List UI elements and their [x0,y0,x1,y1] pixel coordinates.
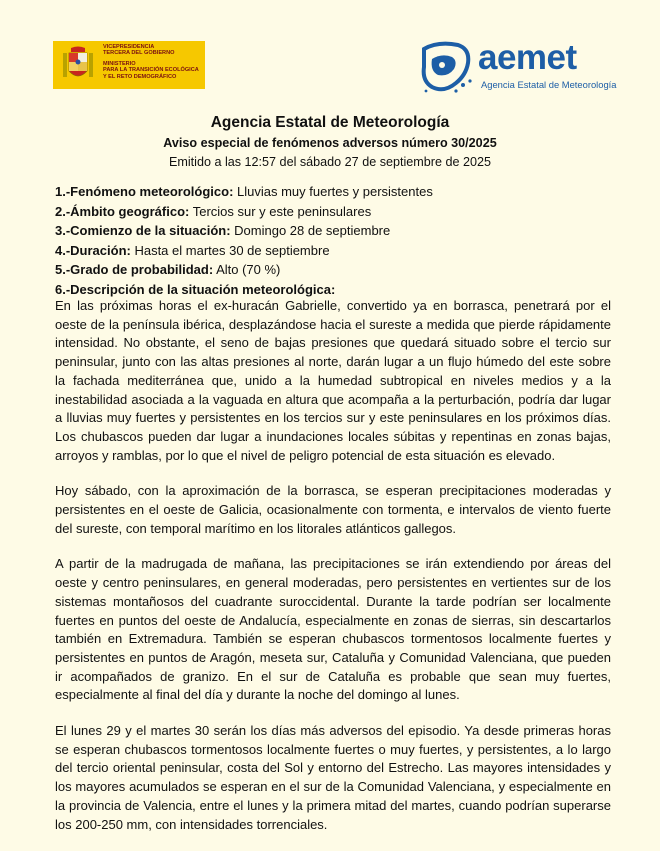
issued-timestamp: Emitido a las 12:57 del sábado 27 de septiembre de 2025 [168,155,492,169]
field-start [55,221,615,241]
gov-line-4: PARA LA TRANSICIÓN ECOLÓGICA [103,67,199,74]
government-logo [53,41,205,89]
warning-fields [55,182,615,299]
field-value: Lluvias muy fuertes y persistentes [233,184,433,199]
government-text [103,44,199,80]
field-label: 3.-Comienzo de la situación: [55,223,231,238]
title-block [0,113,660,171]
situation-description [55,297,611,851]
field-label: 1.-Fenómeno meteorológico: [55,184,234,199]
field-duration [55,241,615,261]
aemet-subtitle: Agencia Estatal de Meteorología [481,79,617,90]
gov-line-5: Y EL RETO DEMOGRÁFICO [103,73,177,80]
description-paragraph: En las próximas horas el ex-huracán Gabrielle, convertido ya en borrasca, penetrará por el oeste de la península ibérica, desplazándose hacia el sureste a medida que pierde rápidamente intensidad. No obstante, el seno de bajas presiones que quedará situado sobre el tercio sur peninsular, junto con las altas presiones al norte, darán lugar a un flujo húmedo del este sobre la fachada mediterránea que, unido a la humedad subtropical en niveles medios y a la inestabilidad asociada a la vaguada en altura que acompaña a la perturbación, podría dar lugar a lluvias muy fuertes y persistentes en los tercios sur y este peninsulares en los próximos días. Los chubascos pueden dar lugar a inundaciones locales súbitas y repentinas en zonas bajas, arroyos y ramblas, por lo que el nivel de peligro potencial de esta situación es elevado. [55,298,611,463]
coat-of-arms-icon [61,45,95,85]
field-value: Domingo 28 de septiembre [230,223,391,238]
field-value: Alto (70 %) [213,262,281,277]
field-label: 5.-Grado de probabilidad: [55,262,214,277]
gov-line-3: MINISTERIO [103,60,136,67]
warning-subtitle: Aviso especial de fenómenos adversos número 30/2025 [163,136,497,150]
aemet-logo [418,38,618,95]
field-label: 4.-Duración: [55,242,131,258]
document-header [0,0,660,108]
description-paragraph: A partir de la madrugada de mañana, las precipitaciones se irán extendiendo por áreas del oeste y centro peninsulares, en general moderadas, pero persistentes en vertientes sur de los sistemas montañosos del cuadrante suroccidental. Durante la tarde podrían ser localmente fuertes en puntos del oeste de Andalucía, especialmente en zonas de sierras, sin descartarlos también en Extremadura. También se esperan chubascos tormentosos localmente fuertes y persistentes en puntos de Aragón, meseta sur, Cataluña y Comunidad Valenciana, que pueden ir acompañados de granizo. En el sur de Cataluña es probable que sean muy fuertes, especialmente al final del día y durante la noche del domingo al lunes. [55,556,611,703]
field-probability [55,260,615,280]
gov-line-2: TERCERA DEL GOBIERNO [103,50,175,57]
field-phenomenon [55,182,615,202]
gov-line-1: VICEPRESIDENCIA [103,44,155,50]
description-paragraph: Hoy sábado, con la aproximación de la borrasca, se esperan precipitaciones moderadas y persistentes en el oeste de Galicia, ocasionalmente con tormenta, e intervalos de viento fuerte del sureste, con temporal marítimo en los litorales atlánticos gallegos. [55,483,611,536]
page-title: Agencia Estatal de Meteorología [210,114,450,131]
description-paragraph: El lunes 29 y el martes 30 serán los días más adversos del episodio. Ya desde primeras horas se esperan chubascos tormentosos localmente fuertes o muy fuertes, y persistentes, a lo largo del tercio oriental peninsular, costa del Sol y entorno del Estrecho. Las mayores intensidades y los mayores acumulados se esperan en el sur de la Comunidad Valenciana, y especialmente en la provincia de Valencia, entre el lunes y la primera mitad del martes, cuando podrían superarse los 200-250 mm, con intensidades torrenciales. [55,723,611,832]
aemet-wordmark: aemet [478,38,577,77]
field-value: Hasta el martes 30 de septiembre [130,242,330,258]
field-value: Tercios sur y este peninsulares [189,203,372,219]
aemet-map-icon [418,41,478,95]
field-label: 2.-Ámbito geográfico: [55,203,190,219]
field-geographic-scope [55,202,615,222]
field-label: 6.-Descripción de la situación meteorológica: [55,281,336,297]
